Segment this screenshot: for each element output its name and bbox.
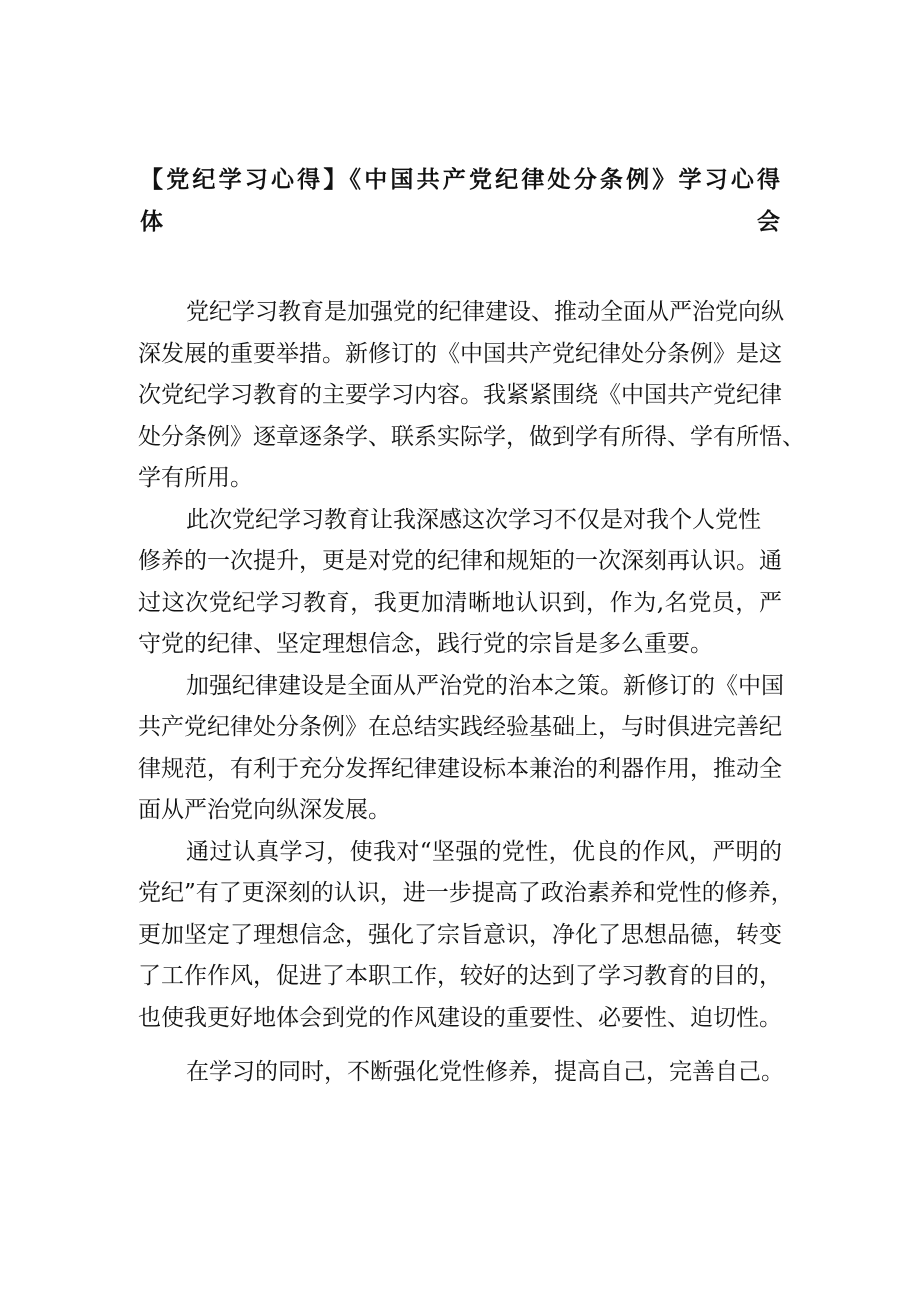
paragraph [138, 666, 782, 832]
text-line: 共产党纪律处分条例》在总结实践经验基础上，与时俱进完善纪 [138, 714, 782, 740]
text-line: 在学习的同时，不断强化党性修养，提高自己，完善自己。 [186, 1059, 784, 1085]
paragraph [138, 832, 794, 1040]
paragraph [138, 292, 805, 500]
document-body [138, 292, 805, 1094]
text-line: 面从严治党向纵深发展。 [138, 797, 391, 823]
paragraph-gap [138, 1039, 782, 1052]
text-line: 通过认真学习，使我对“坚强的党性，优良的作风，严明的 [186, 838, 782, 865]
title-line: 【党纪学习心得】《中国共产党纪律处分条例》学习心得 [140, 167, 780, 193]
text-line: 加强纪律建设是全面从严治党的治本之策。新修订的《中国 [186, 672, 784, 699]
document-title [140, 160, 780, 243]
text-line: 此次党纪学习教育让我深感这次学习不仅是对我个人党性 [186, 506, 761, 533]
text-line: 更加坚定了理想信念，强化了宗旨意识，净化了思想品德，转变 [138, 921, 782, 948]
text-line: 了工作作风，促进了本职工作，较好的达到了学习教育的目的， [138, 963, 782, 989]
text-line: 也使我更好地体会到党的作风建设的重要性、必要性、迫切性。 [138, 1004, 782, 1031]
text-line: 党纪学习教育是加强党的纪律建设、推动全面从严治党向纵 [186, 299, 784, 325]
text-line: 修养的一次提升，更是对党的纪律和规矩的一次深刻再认识。通 [138, 548, 782, 574]
text-line: 过这次党纪学习教育，我更加清晰地认识到，作为,名党员，严 [138, 589, 782, 616]
text-line: 深发展的重要举措。新修订的《中国共产党纪律处分条例》是这 [138, 340, 782, 367]
paragraph [138, 1052, 782, 1094]
text-line: 次党纪学习教育的主要学习内容。我紧紧围绕《中国共产党纪律 [138, 382, 782, 408]
title-line: 体会 [140, 208, 780, 235]
text-line: 律规范，有利于充分发挥纪律建设标本兼治的利器作用，推动全 [138, 755, 782, 782]
paragraph [138, 500, 782, 666]
text-line: 守党的纪律、坚定理想信念，践行党的宗旨是多么重要。 [138, 631, 713, 657]
text-line: 处分条例》逐章逐条学、联系实际学，做到学有所得、学有所悟、 [138, 423, 805, 450]
text-line: 学有所用。 [138, 465, 253, 491]
text-line: 党纪”有了更深刻的认识，进一步提高了政治素养和党性的修养， [138, 880, 794, 906]
